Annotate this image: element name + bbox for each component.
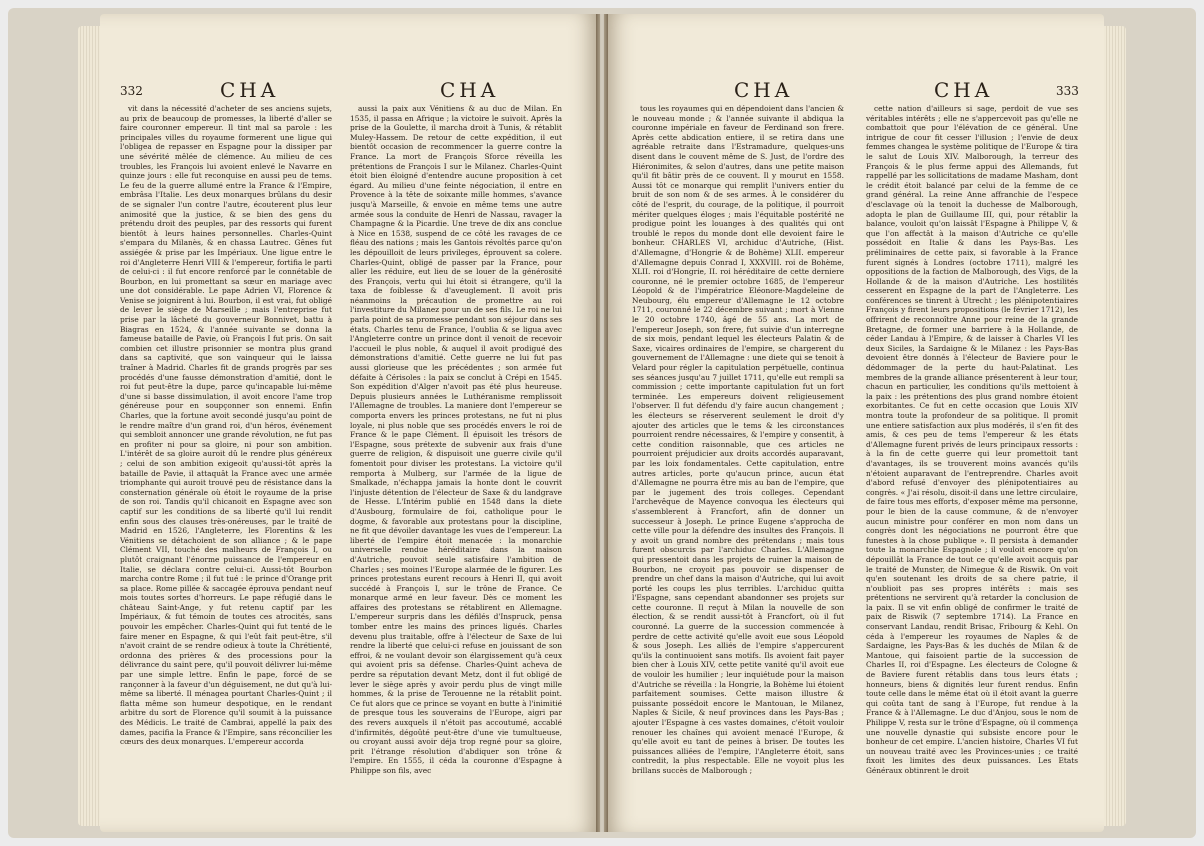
book-spine <box>596 14 608 832</box>
left-running-head-1: CHA <box>220 78 280 102</box>
left-page-number: 332 <box>120 84 143 98</box>
page-edges-right <box>1104 26 1126 826</box>
left-column-1 <box>120 104 332 814</box>
right-page-number: 333 <box>1056 84 1079 98</box>
right-running-head-1: CHA <box>734 78 794 102</box>
right-running-head-2: CHA <box>934 78 994 102</box>
right-column-1 <box>632 104 844 814</box>
left-col2-text: aussi la paix aux Vénitiens & au duc de Milan. En 1535, il passa en Afrique ; la victoire le suivoit. Après la prise de la Goulette, il marcha droit à Tunis, & rétablit Muley-Hassem. De retour de cette expédition, il eut bientôt occasion de recommencer la guerre contre la France. La mort de François Sforce réveilla les prétentions de François I sur le Milanez. Charles-Quint étoit bien éloigné d'entendre aucune proposition à cet égard. Au milieu d'une feinte négociation, il entre en Provence à la tête de soixante mille hommes, s'avance jusqu'à Marseille, & envoie en même tems une autre armée sous la conduite de Henri de Nassau, ravager la Champagne & la Picardie. Une treve de dix ans conclue à Nice en 1538, suspend de ce côté les ravages de ce fléau des nations ; mais les Gantois révoltés parce qu'on les dépouilloit de leurs privileges, éprouvent sa colere. Charles-Quint, obligé de passer par la France, pour aller les réduire, eut lieu de se louer de la générosité des François, vertu qui lui étoit si étrangere, qu'il la taxa de foiblesse & d'aveuglement. Il avoit pris néanmoins la précaution de promettre au roi l'investiture du Milanez pour un de ses fils. Le roi ne lui parla point de sa promesse pendant son séjour dans ses états. Charles tenu de France, l'oublia & se ligua avec l'Angleterre contre un prince dont il venoit de recevoir l'accueil le plus noble, & auquel il avoit prodigué des démonstrations d'amitié. Cette guerre ne lui fut pas aussi glorieuse que les précédentes ; son armée fut défaite à Cérisoles : la paix se conclut à Crépi en 1545. Son expédition d'Alger n'avoit pas été plus heureuse. Depuis plusieurs années le Luthéranisme remplissoit l'Allemagne de troubles. La maniere dont l'empereur se comporta envers les princes protestans, ne fut ni plus loyale, ni plus noble que ses procédés envers le roi de France & le pape Clément. Il épuisoit les trésors de l'Espagne, sous prétexte de subvenir aux frais d'une guerre de religion, & dispuisoit une guerre civile qu'il fomentoit pour diviser les protestans. La victoire qu'il remporta à Mulberg, sur l'armée de la ligue de Smalkade, n'échappa jamais la honte dont le couvrit l'injuste détention de l'électeur de Saxe & du landgrave de Hesse. L'Intérim publié en 1548 dans la diete d'Ausbourg, formulaire de foi, catholique pour le dogme, & favorable aux protestans pour la discipline, ne fit que dévoiler davantage les vues de l'empereur. La liberté de l'empire étoit menacée : la monarchie universelle rendue héréditaire dans la maison d'Autriche, pouvoit seule satisfaire l'ambition de Charles ; ses moines l'Europe alarmée de le figurer. Les princes protestans eurent recours à Henri II, qui avoit succédé à François I, sur le trône de France. Ce monarque armé en leur faveur. Dès ce moment les affaires des protestans se rétablirent en Allemagne. L'empereur surpris dans les défilés d'Inspruck, pensa tomber entre les mains des princes ligués. Charles devenu plus traitable, offre à l'électeur de Saxe de lui rendre la liberté que celui-ci refuse en jouissant de son effroi, & ne voulant devoir son élargissement qu'à ceux qui avoient pris sa défense. Charles-Quint acheva de perdre sa réputation devant Metz, dont il fut obligé de lever le siège après y avoir perdu plus de vingt mille hommes, & la prise de Terouenne ne la rétablit point. Ce fut alors que ce prince se voyant en butte à l'inimitié de presque tous les souverains de l'Europe, aigri par des revers auxquels il n'étoit pas accoutumé, accablé d'infirmités, dégoûté peut-être d'une vie tumultueuse, ou croyant aussi avoir déja trop regné pour sa gloire, prit l'étrange résolution d'abdiquer son trône & l'empire. En 1555, il céda la couronne d'Espagne à Philippe son fils, avec <box>350 104 562 775</box>
page-edges-left <box>78 26 100 826</box>
right-col1-text: tous les royaumes qui en dépendoient dans l'ancien & le nouveau monde ; & l'année suivante il abdiqua la couronne impériale en faveur de Ferdinand son frere. Après cette abdication entiere, il se retira dans une agréable retraite dans l'Estramadure, quelques-uns disent dans le couvent même de S. Just, de l'ordre des Hiéronimites, & selon d'autres, dans une petite maison qu'il fit bâtir près de ce couvent. Il y mourut en 1558. Aussi tôt ce monarque qui remplit l'univers entier du bruit de son nom & de ses armes. À le considérer du côté de l'esprit, du courage, de la politique, il pourroit mériter quelques éloges ; mais l'équitable postérité ne prodigue point les louanges à des qualités qui ont troublé le repos du monde dont elle devoient faire le bonheur. CHARLES VI, archiduc d'Autriche, (Hist. d'Allemagne, d'Hongrie & de Bohème) XLII. empereur d'Allemagne depuis Conrad I, XXXVIII. roi de Bohème, XLII. roi d'Hongrie, II. roi héréditaire de cette derniere couronne, né le premier octobre 1685, de l'empereur Léopold & de l'impératrice Eléonore-Magdeleine de Neubourg, élu empereur d'Allemagne le 12 octobre 1711, couronné le 22 décembre suivant ; mort à Vienne le 20 octobre 1740, âgé de 55 ans. La mort de l'empereur Joseph, son frere, fut suivie d'un interregne de six mois, pendant lequel les électeurs Palatin & de Saxe, vicaires ordinaires de l'empire, se chargerent du gouvernement de l'Allemagne : une diete qui se tenoit à Velard pour régler la capitulation perpétuelle, continua ses séances jusqu'au 7 juillet 1711, qu'elle eut rempli sa commission ; cette importante capitulation fut un fort terminée. Les empereurs doivent religieusement l'observer. Il fut défendu d'y faire aucun changement ; les électeurs se réserverent seulement le droit d'y ajouter des articles que le tems & les circonstances pourroient rendre nécessaires, & l'empire y consentit, à cette condition raisonnable, que ces articles ne pourroient préjudicier aux droits accordés auparavant, par les loix fondamentales. Cette capitulation, entre autres articles, porte qu'aucun prince, aucun état d'Allemagne ne pourra être mis au ban de l'empire, que par le jugement des trois colleges. Cependant l'archevêque de Mayence convoqua les électeurs qui s'assemblerent à Francfort, afin de donner un successeur à Joseph. Le prince Eugene s'approcha de cette ville pour la défendre des insultes des François. Il y avoit un grand nombre des prétendans ; mais tous furent obscurcis par l'archiduc Charles. L'Allemagne qui pressentoit dans les projets de ruiner la maison de Bourbon, ne croyoit pas pouvoir se dispenser de prendre un chef dans la maison d'Autriche, qui lui avoit porté les coups les plus terribles. L'archiduc quitta l'Espagne, sans cependant abandonner ses projets sur cette couronne. Il reçut à Milan la nouvelle de son élection, & se rendit aussi-tôt à Francfort, où il fut couronné. La guerre de la succession commencée à perdre de cette activité qu'elle avoit eue sous Léopold & sous Joseph. Les alliés de l'empire s'appercurent qu'ils la continuoient sans motifs. Ils avoient fait payer bien cher à Louis XIV, cette petite vanité qu'il avoit eue de vouloir les humilier ; leur inquiétude pour la maison d'Autriche se réveilla : la Hongrie, la Bohème lui étoient parfaitement soumises. Cette maison illustre & puissante possédoit encore le Mantouan, le Milanez, Naples & Sicile, & neuf provinces dans les Pays-Bas ; ajouter l'Espagne à ces vastes domaines, c'étoit vouloir renouer les chaînes qui avoient menacé l'Europe, & qu'elle avoit eu tant de peines à briser. De toutes les puissances alliées de l'empire, l'Angleterre étoit, sans contredit, la plus respectable. Elle ne voyoit plus les brillans succès de Malborough ; <box>632 104 844 775</box>
left-page <box>100 14 600 832</box>
right-page <box>604 14 1104 832</box>
right-column-2 <box>866 104 1078 814</box>
left-running-head-2: CHA <box>440 78 500 102</box>
right-col2-text: cette nation d'ailleurs si sage, perdoit de vue ses véritables intérêts ; elle ne s'appercevoit pas qu'elle ne combattoit que pour l'élévation de ce général. Une intrigue de cour fit cesser l'illusion ; l'envie de deux femmes changea le système politique de l'Europe & tira le salut de Louis XIV. Malborough, la terreur des François & le plus ferme appui des Allemands, fut rappellé par les sollicitations de madame Masham, dont le crédit étoit balancé par celui de la femme de ce grand général. La reine Anne affranchie de l'espece d'esclavage où la tenoit la duchesse de Malborough, adopta le plan de Guillaume III, qui, pour rétablir la balance, vouloit qu'on laissât l'Espagne à Philippe V, & que l'on affectât à la maison d'Autriche ce qu'elle possédoit en Italie & dans les Pays-Bas. Les préliminaires de cette paix, si favorable à la France furent signés à Londres (octobre 1711), malgré les oppositions de la faction de Malborough, des Vigs, de la Hollande & de la maison d'Autriche. Les hostilités cesserent en Espagne de la part de l'Angleterre. Les conférences se tinrent à Utrecht ; les plénipotentiaires François y firent leurs propositions (le février 1712), les offrirent de reconnoître Anne pour reine de la grande Bretagne, de former une barriere à la Hollande, de céder Landau à l'Empire, & de laisser à Charles VI les deux Siciles, la Sardaigne & le Milanez : les Pays-Bas devoient être donnés à l'électeur de Baviere pour le dédommager de la perte du haut-Palatinat. Les membres de la grande alliance présenterent à leur tour, chacun en particulier, les conditions qu'ils mettoient à la paix : les prétentions des plus grand nombre étoient exorbitantes. Ce fut en cette occasion que Louis XIV montra toute la profondeur de sa politique. Il promit une entiere satisfaction aux plus modérés, il s'en fit des amis, & ces peu de tems l'empereur & les états d'Allemagne furent privés de leurs principaux ressorts : à la fin de cette guerre qui leur promettoit tant d'avantages, ils se trouverent moins avancés qu'ils n'étoient auparavant de l'entreprendre. Charles avoit d'abord refusé d'envoyer des plénipotentiaires au congrès. « J'ai résolu, disoit-il dans une lettre circulaire, de faire tous mes efforts, d'exposer même ma personne, pour le bien de la cause commune, & de n'envoyer aucun ministre pour conférer en mon nom dans un congrès dont les négociations ne pourront être que funestes à la chose publique ». Il persista à demander toute la monarchie Espagnole ; il vouloit encore qu'on dépouillât la France de tout ce qu'elle avoit acquis par le traité de Munster, de Nimegue & de Riswik. On voit qu'en soutenant les droits de sa chere patrie, il n'oublioit pas ses propres intérêts : mais ses prétentions ne servirent qu'à retarder la conclusion de la paix. Il se vit enfin obligé de confirmer le traité de paix de Riswik (7 septembre 1714). La France en conservant Landau, rendit Brisac, Fribourg & Kehl. On céda à l'empereur les royaumes de Naples & de Sardaigne, les Pays-Bas & les duchés de Milan & de Mantoue, qui faisoient partie de la succession de Charles II, roi d'Espagne. Les électeurs de Cologne & de Baviere furent rétablis dans tous leurs états ; honneurs, biens & dignités leur furent rendus. Enfin toute celle dans le même état où il étoit avant la guerre qui coûta tant de sang à l'Europe, fut rendue à la France & à l'Allemagne. Le duc d'Anjou, sous le nom de Philippe V, resta sur le trône d'Espagne, où il commença une nouvelle dynastie qui subsiste encore pour le bonheur de cet empire. L'ancien histoire, Charles VI fut un nouveau traité avec les Provinces-unies ; ce traité fixoit les limites des deux puissances. Les Etats Généraux obtinrent le droit <box>866 104 1078 775</box>
open-book <box>8 8 1196 838</box>
left-col1-text: vit dans la nécessité d'acheter de ses anciens sujets, au prix de beaucoup de promesses, la liberté d'aller se faire couronner empereur. Il tint mal sa parole : les principales villes du royaume formerent une ligue qui l'obligea de repasser en Espagne pour la dissiper par une sévérité mêlée de clémence. Au milieu de ces troubles, les François lui avoient enlevé le Navarre en quinze jours : elle fut reconquise en aussi peu de tems. Le feu de la guerre allumé entre la France & l'Empire, embrâsa l'Italie. Les deux monarques brûlans du desir de se signaler l'un contre l'autre, écouterent plus leur animosité que la justice, & se bien des gens du prétendu droit des peuples, par des ressorts qui furent bientôt à leurs haines personnelles. Charles-Quint s'empara du Milanès, & en chassa Lautrec. Gênes fut assiégée & prise par les Impériaux. Une ligue entre le roi d'Angleterre Henri VIII & l'empereur, fortifia le parti de celui-ci : il fut encore renforcé par le connétable de Bourbon, en lui promettant sa sœur en mariage avec une dot considérable. Le pape Adrien VI, Florence & Venise se joignirent à lui. Bourbon, il est vrai, fut obligé de lever le siège de Marseille ; mais l'entreprise fut prise par la lâcheté du gouverneur Bonnivet, battu à Biagras en 1524, & l'année suivante se donna la fameuse bataille de Pavie, où François I fut pris. On sait combien cet illustre prisonnier se montra plus grand dans sa captivité, que son vainqueur qui le laissa traîner à Madrid. Charles fit de grands progrès par ses procédés d'une fausse démonstration d'amitié, dont le roi fut peut-être la dupe, parce qu'incapable lui-même d'une si basse dissimulation, il avoit encore l'ame trop généreuse pour en soupçonner son ennemi. Enfin Charles, que la fortune avoit secondé jusqu'au point de le rendre maître d'un grand roi, d'un héros, événement qui sembloit annoncer une grande révolution, ne fut pas en profiter ni pour sa gloire, ni pour son ambition. L'intérêt de sa gloire auroit dû le rendre plus généreux ; celui de son ambition exigeoit qu'aussi-tôt après la bataille de Pavie, il attaquât la France avec une armée triomphante qui auroit trouvé peu de résistance dans la consternation générale où étoit le royaume de la prise de son roi. Tandis qu'il chicanoit en Espagne avec son captif sur les conditions de sa liberté qu'il lui rendit enfin sous des clauses très-onéreuses, par le traité de Madrid en 1526, l'Angleterre, les Florentins & les Vénitiens se détachoient de son alliance ; & le pape Clément VII, touché des malheurs de François I, ou plutôt craignant l'énorme puissance de l'empereur en Italie, se déclara contre celui-ci. Aussi-tôt Bourbon marcha contre Rome ; il fut tué : le prince d'Orange prit sa place. Rome pillée & saccagée éprouva pendant neuf mois toutes sortes d'horreurs. Le pape réfugié dans le château Saint-Ange, y fut retenu captif par les Impériaux, & fut témoin de toutes ces atrocités, sans pouvoir les empêcher. Charles-Quint qui fut tenté de le faire mener en Espagne, & qui l'eût fait peut-être, s'il n'avoit craint de se rendre odieux à toute la Chrétienté, ordonna des prières & des processions pour la délivrance du saint pere, qu'il pouvoit délivrer lui-même par une simple lettre. Enfin le pape, forcé de se rançonner à la faveur d'un déguisement, ne dut qu'à lui-même sa liberté. Il ménagea pourtant Charles-Quint ; il flatta même son humeur despotique, en le rendant arbitre du sort de Florence qu'il soumit à la puissance des Médicis. Le traité de Cambrai, appellé la paix des dames, pacifia la France & l'Empire, sans réconcilier les cœurs des deux monarques. L'empereur accorda <box>120 104 332 747</box>
left-column-2 <box>350 104 562 814</box>
